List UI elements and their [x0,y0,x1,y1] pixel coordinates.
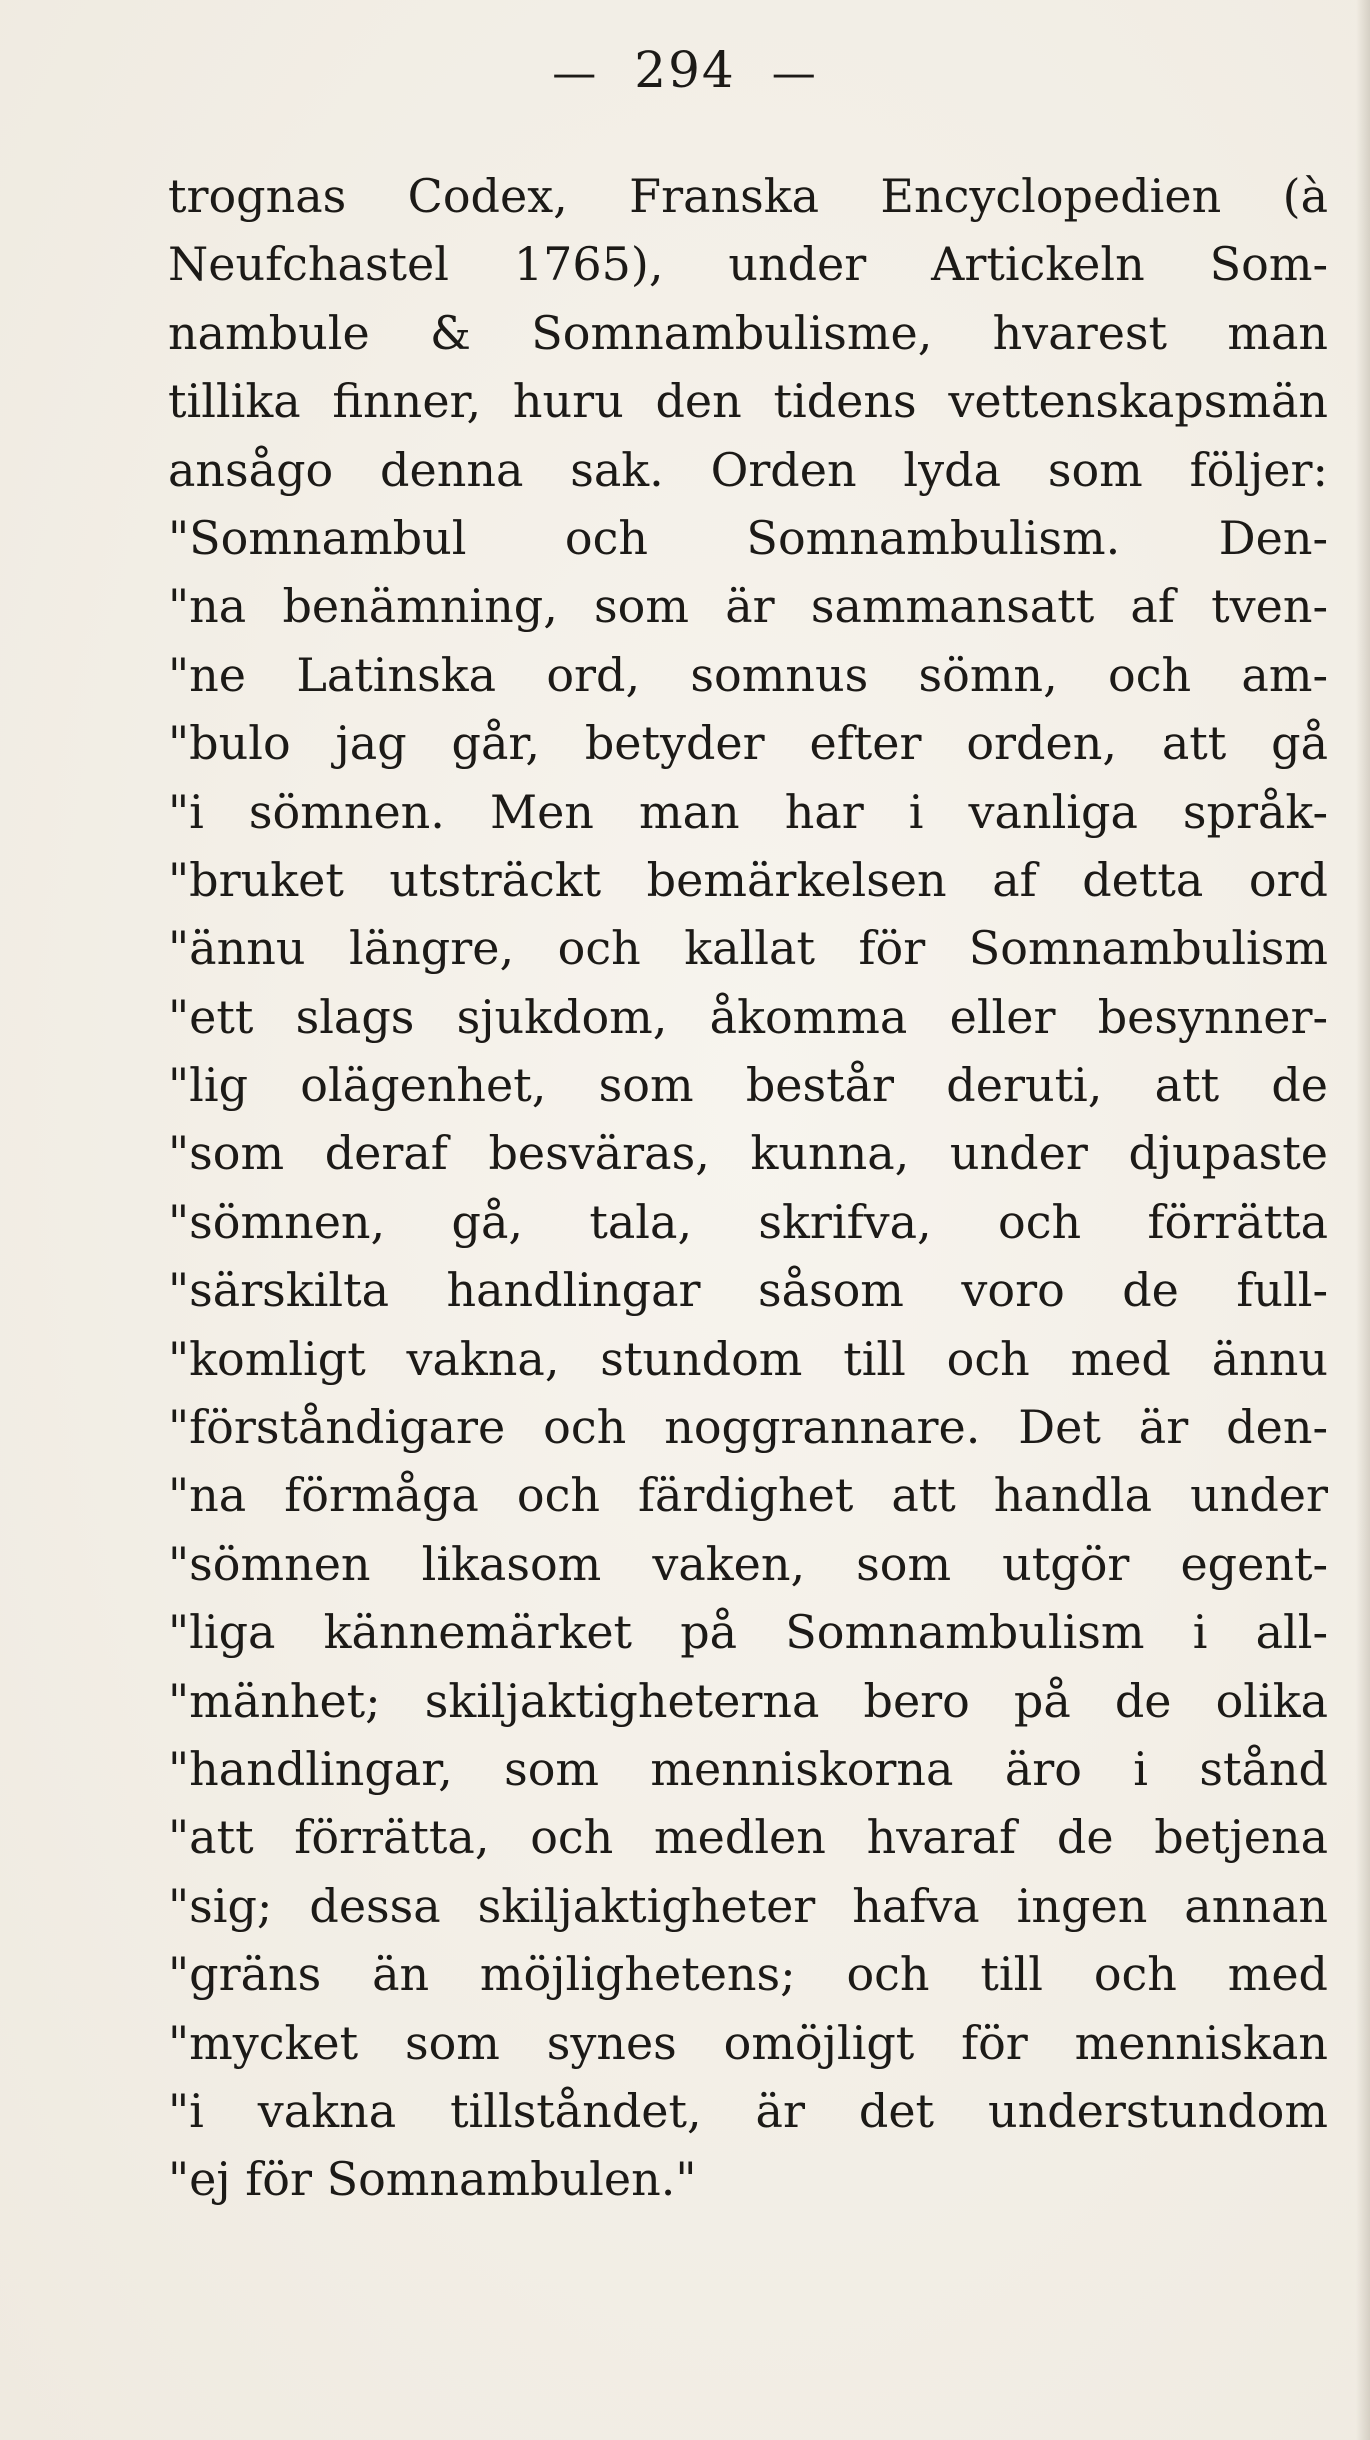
text-line: "gräns än möjlighetens; och till och med [168,1947,1328,2002]
header-left-mark: — [552,48,599,99]
text-line: "ännu längre, och kallat för Somnambulism [168,921,1328,976]
text-line: "förståndigare och noggrannare. Det är den- [168,1400,1328,1455]
text-line: "mycket som synes omöjligt för menniskan [168,2015,1328,2070]
text-line: "i vakna tillståndet, är det understundom [168,2083,1328,2138]
text-line: tillika finner, huru den tidens vettenskapsmän [168,374,1328,429]
text-line: trognas Codex, Franska Encyclopedien (à [168,169,1328,223]
page-edge-shadow [1356,0,1370,2440]
text-line: "Somnambul och Somnambulism. Den- [168,510,1328,565]
text-line: "sig; dessa skiljaktigheter hafva ingen annan [168,1878,1328,1933]
text-line: "sömnen, gå, tala, skrifva, och förrätta [168,1194,1328,1249]
text-line: "ne Latinska ord, somnus sömn, och am- [168,647,1328,702]
text-line: "na benämning, som är sammansatt af tven- [168,579,1328,634]
text-line: "i sömnen. Men man har i vanliga språk- [168,784,1328,839]
text-line: "na förmåga och färdighet att handla under [168,1468,1328,1523]
text-line: "att förrätta, och medlen hvaraf de betjena [168,1810,1328,1865]
text-line: nambule & Somnambulisme, hvarest man [168,305,1328,360]
text-line: "mänhet; skiljaktigheterna bero på de olika [168,1673,1328,1728]
header-right-mark: — [771,48,818,99]
text-line: "handlingar, som menniskorna äro i stånd [168,1741,1328,1796]
text-line: "liga kännemärket på Somnambulism i all- [168,1605,1328,1660]
text-line: "särskilta handlingar såsom voro de full- [168,1263,1328,1318]
page-header [0,30,1370,114]
text-line: "komligt vakna, stundom till och med ännu [168,1331,1328,1386]
body-text [168,162,1328,2214]
text-line: "som deraf besväras, kunna, under djupaste [168,1126,1328,1181]
text-line: "bulo jag går, betyder efter orden, att gå [168,716,1328,771]
text-line: "ett slags sjukdom, åkomma eller besynner- [168,989,1328,1044]
text-line: Neufchastel 1765), under Artickeln Som- [168,237,1328,292]
text-line: "sömnen likasom vaken, som utgör egent- [168,1536,1328,1591]
page-number: 294 [634,41,736,99]
text-line: ansågo denna sak. Orden lyda som följer: [168,442,1328,497]
text-line: "bruket utsträckt bemärkelsen af detta ord [168,852,1328,907]
text-line: "lig olägenhet, som består deruti, att de [168,1058,1328,1113]
text-line: "ej för Somnambulen." [168,2152,697,2207]
